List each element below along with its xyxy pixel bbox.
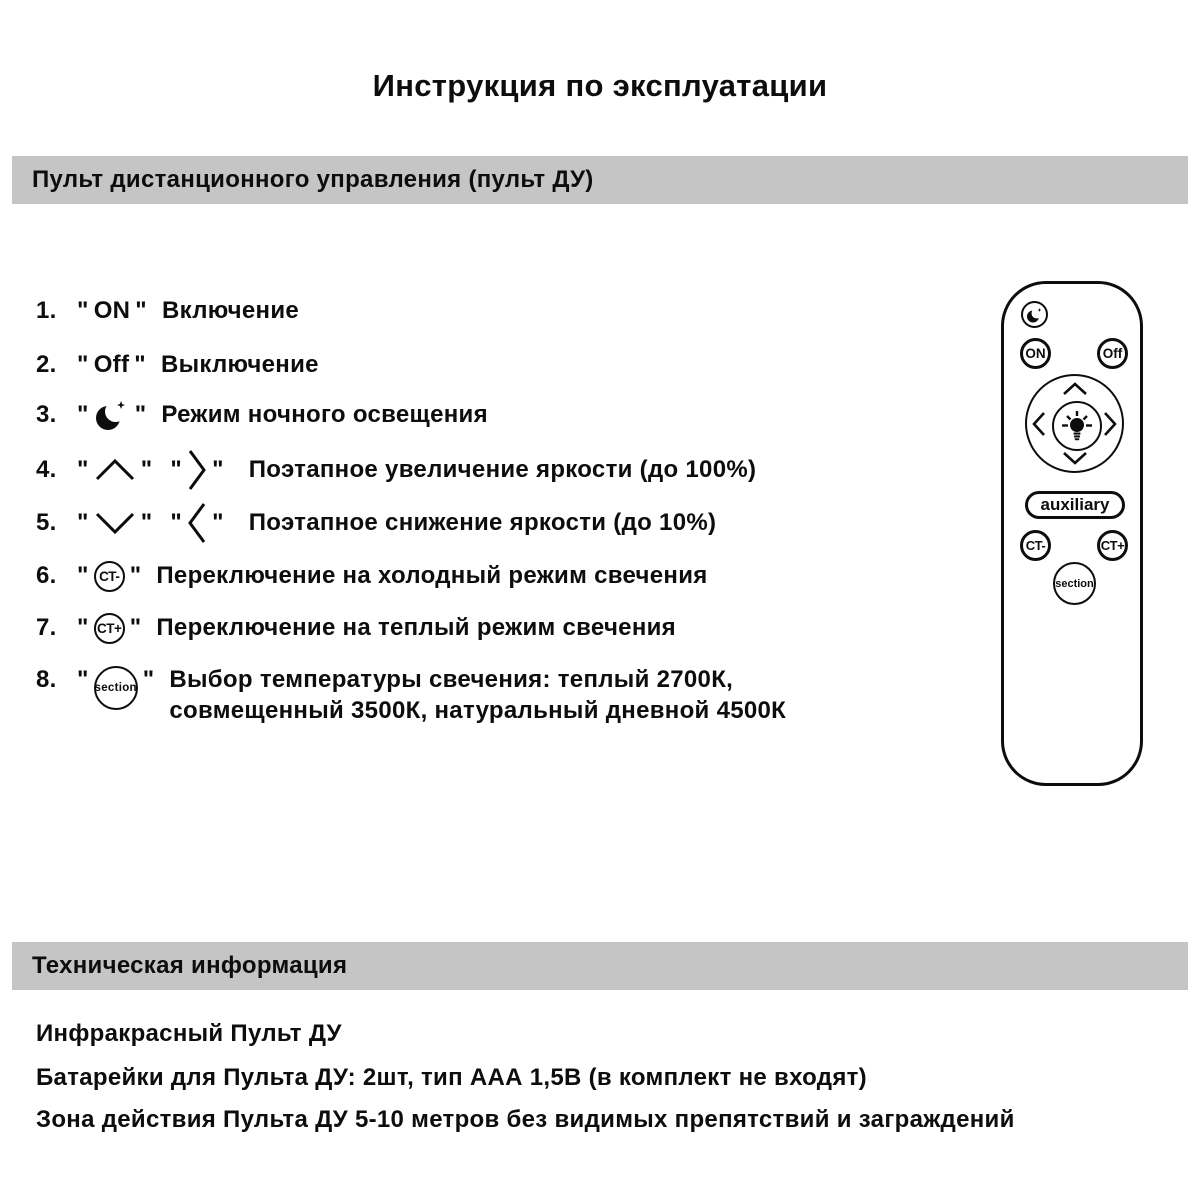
- section-heading-remote: Пульт дистанционного управления (пульт ДУ): [32, 166, 594, 193]
- quote-mark: ": [212, 456, 224, 483]
- quote-mark: ": [129, 614, 142, 641]
- section-button-label: section: [1055, 577, 1094, 590]
- chevron-right-icon: [1103, 411, 1117, 437]
- item-number: 7.: [36, 614, 57, 641]
- quote-mark: ": [170, 456, 183, 483]
- chevron-down-icon: [94, 511, 136, 535]
- auxiliary-button: [1025, 491, 1125, 519]
- ct-plus-button-label: CT+: [1100, 538, 1125, 553]
- key-label-on: ON: [93, 297, 131, 324]
- quote-mark: ": [77, 509, 89, 536]
- item-description: Выключение: [160, 351, 319, 378]
- quote-mark: ": [140, 509, 153, 536]
- instruction-item-3: [36, 393, 488, 437]
- item-description-line2: совмещенный 3500К, натуральный дневной 4500К: [169, 697, 787, 724]
- off-button: [1097, 338, 1128, 369]
- chevron-left-icon: [187, 501, 207, 545]
- section-circle-icon: [94, 666, 138, 710]
- item-description: Режим ночного освещения: [161, 401, 488, 428]
- tech-info-line-2: Батарейки для Пульта ДУ: 2шт, тип ААА 1,5В (в комплект не входят): [36, 1064, 867, 1091]
- instruction-item-5: [36, 501, 716, 545]
- quote-mark: ": [77, 351, 89, 378]
- item-description: Переключение на холодный режим свечения: [156, 562, 708, 589]
- section-label: section: [94, 682, 137, 694]
- item-description: Переключение на теплый режим свечения: [156, 614, 676, 641]
- ct-plus-label: CT+: [96, 620, 122, 636]
- off-button-label: Off: [1102, 346, 1123, 361]
- chevron-up-icon: [94, 458, 136, 482]
- quote-mark: ": [134, 401, 147, 428]
- quote-mark: ": [140, 456, 153, 483]
- item-number: 5.: [36, 509, 57, 536]
- section-heading-tech: Техническая информация: [32, 952, 348, 979]
- ct-minus-label: CT-: [99, 568, 120, 584]
- item-number: 1.: [36, 297, 57, 324]
- on-button-label: ON: [1025, 346, 1046, 361]
- instruction-item-8: [36, 664, 786, 726]
- on-button: [1020, 338, 1051, 369]
- moon-icon: [94, 399, 130, 431]
- quote-mark: ": [77, 456, 89, 483]
- instruction-item-7: [36, 606, 676, 650]
- instruction-item-6: [36, 554, 708, 598]
- brightness-dpad: [1025, 374, 1124, 473]
- chevron-up-icon: [1062, 382, 1088, 396]
- section-bar-tech: [12, 942, 1188, 990]
- quote-mark: ": [142, 666, 155, 693]
- chevron-down-icon: [1062, 451, 1088, 465]
- quote-mark: ": [212, 509, 224, 536]
- quote-mark: ": [77, 562, 89, 589]
- section-button: [1053, 562, 1096, 605]
- instruction-item-2: [36, 343, 319, 387]
- item-description: Поэтапное снижение яркости (до 10%): [248, 509, 717, 536]
- quote-mark: ": [135, 297, 147, 324]
- item-description: Поэтапное увеличение яркости (до 100%): [248, 456, 757, 483]
- ct-minus-circle-icon: [94, 561, 125, 592]
- quote-mark: ": [134, 351, 146, 378]
- section-bar-remote: [12, 156, 1188, 204]
- remote-illustration: [1001, 281, 1143, 786]
- instruction-item-4: [36, 448, 756, 492]
- item-number: 3.: [36, 401, 57, 428]
- auxiliary-button-label: auxiliary: [1040, 495, 1110, 514]
- instruction-item-1: [36, 289, 299, 333]
- quote-mark: ": [77, 666, 89, 693]
- ct-plus-circle-icon: [94, 613, 125, 644]
- item-number: 4.: [36, 456, 57, 483]
- item-description-line1: Выбор температуры свечения: теплый 2700К,: [169, 666, 734, 693]
- brightness-center-button: [1052, 401, 1102, 451]
- night-mode-button: [1021, 301, 1048, 328]
- item-description: Включение: [161, 297, 300, 324]
- light-bulb-icon: [1059, 408, 1095, 444]
- quote-mark: ": [77, 401, 89, 428]
- ct-minus-button-label: CT-: [1025, 538, 1046, 553]
- item-number: 6.: [36, 562, 57, 589]
- page-title: Инструкция по эксплуатации: [372, 68, 828, 103]
- chevron-right-icon: [187, 448, 207, 492]
- quote-mark: ": [129, 562, 142, 589]
- ct-plus-button: [1097, 530, 1128, 561]
- item-number: 2.: [36, 351, 57, 378]
- quote-mark: ": [170, 509, 183, 536]
- quote-mark: ": [77, 614, 89, 641]
- moon-icon: [1026, 306, 1044, 324]
- ct-minus-button: [1020, 530, 1051, 561]
- item-description: [169, 664, 786, 726]
- item-number: 8.: [36, 666, 57, 693]
- tech-info-line-1: Инфракрасный Пульт ДУ: [36, 1020, 342, 1047]
- tech-info-line-3: Зона действия Пульта ДУ 5-10 метров без видимых препятствий и заграждений: [36, 1106, 1015, 1133]
- chevron-left-icon: [1032, 411, 1046, 437]
- key-label-off: Off: [93, 351, 130, 378]
- quote-mark: ": [77, 297, 89, 324]
